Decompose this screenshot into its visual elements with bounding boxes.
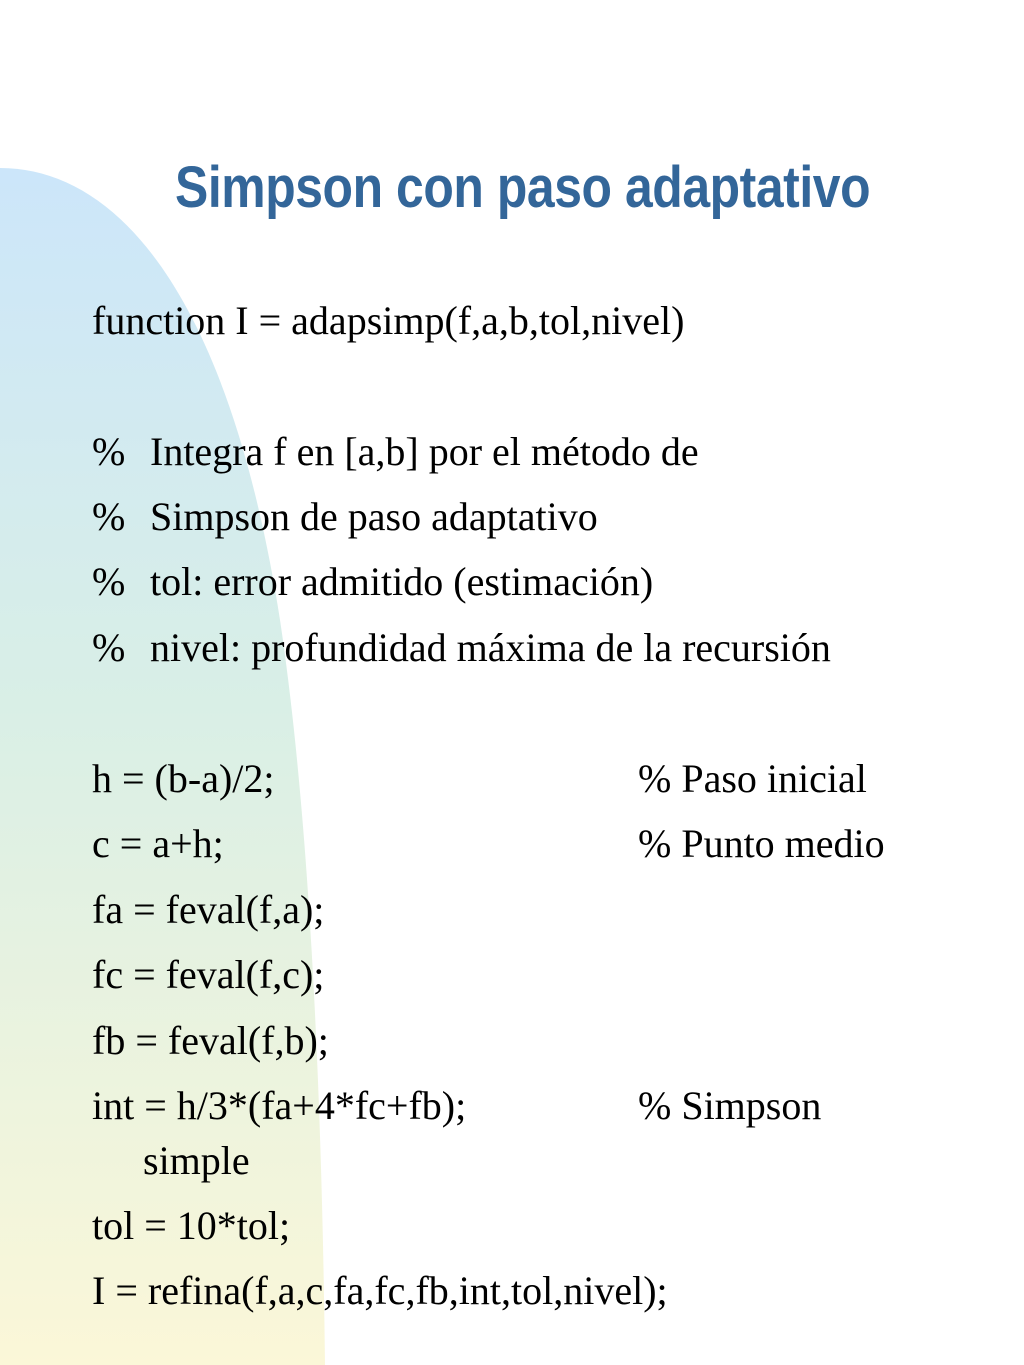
comment-mark: %	[92, 625, 126, 670]
statement-code: tol = 10*tol;	[92, 1203, 291, 1248]
statement-code: fb = feval(f,b);	[92, 1018, 329, 1063]
comment-text: Simpson de paso adaptativo	[150, 494, 598, 539]
statement-code: c = a+h;	[92, 821, 224, 866]
statement-code: int = h/3*(fa+4*fc+fb);	[92, 1083, 467, 1128]
statement-code: h = (b-a)/2;	[92, 756, 275, 801]
code-statement	[92, 755, 867, 803]
comment-mark: %	[92, 494, 126, 539]
code-statement	[92, 1082, 822, 1130]
comment-line	[92, 558, 653, 606]
function-signature: function I = adapsimp(f,a,b,tol,nivel)	[92, 298, 685, 343]
comment-mark: %	[92, 559, 126, 604]
page-title: Simpson con paso adaptativo	[175, 155, 871, 220]
statement-comment: % Simpson	[638, 1083, 822, 1128]
statement-comment: % Paso inicial	[638, 756, 867, 801]
comment-line	[92, 624, 831, 672]
code-statement	[92, 1017, 329, 1065]
code-statement	[92, 820, 885, 868]
statement-code: fa = feval(f,a);	[92, 887, 325, 932]
code-statement	[92, 886, 324, 934]
comment-text: nivel: profundidad máxima de la recursión	[150, 625, 831, 670]
comment-text: tol: error admitido (estimación)	[150, 559, 654, 604]
comment-line	[92, 428, 699, 476]
code-statement	[92, 951, 324, 999]
comment-line	[92, 493, 598, 541]
statement-continuation: simple	[143, 1138, 250, 1183]
statement-comment: % Punto medio	[638, 821, 885, 866]
statement-code: I = refina(f,a,c,fa,fc,fb,int,tol,nivel);	[92, 1268, 668, 1313]
code-statement	[92, 1202, 290, 1250]
code-statement	[92, 1267, 668, 1315]
comment-text: Integra f en [a,b] por el método de	[150, 429, 699, 474]
statement-code: fc = feval(f,c);	[92, 952, 325, 997]
comment-mark: %	[92, 429, 126, 474]
